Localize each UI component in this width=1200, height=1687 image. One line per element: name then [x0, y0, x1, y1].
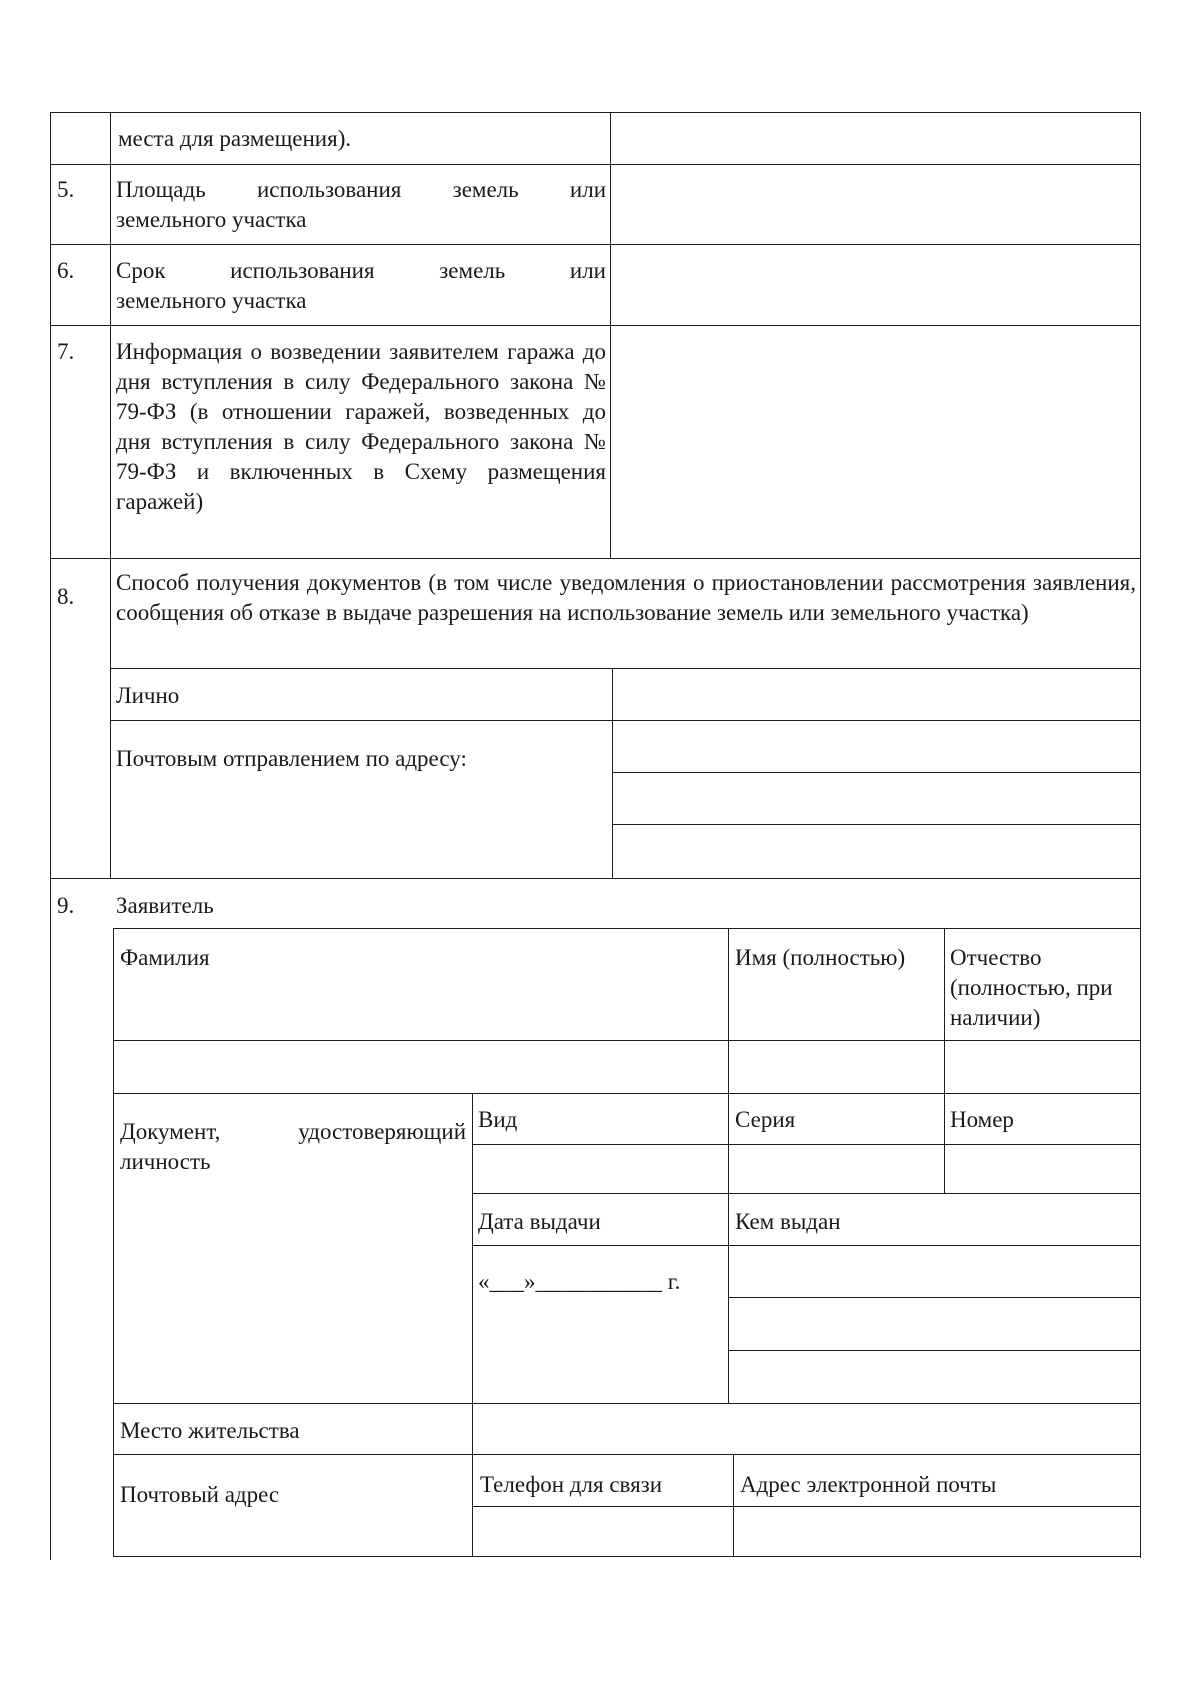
- issued-by-input-1[interactable]: [730, 1247, 1139, 1296]
- name-value-row-top: [113, 1040, 1141, 1041]
- option-mail-label: Почтовым отправлением по адресу:: [116, 746, 467, 771]
- row5-number: 5.: [57, 177, 75, 202]
- residence-input[interactable]: [474, 1405, 1139, 1453]
- row7-number: 7.: [57, 339, 75, 364]
- mail-address-field-3[interactable]: [614, 826, 1139, 877]
- doc-header-divider: [472, 1144, 1141, 1145]
- row-divider: [50, 244, 1141, 245]
- option-personal-label: Лично: [116, 683, 180, 708]
- mail-address-field-2[interactable]: [614, 774, 1139, 823]
- doc-type-label: Вид: [478, 1107, 518, 1132]
- postal-address-label: Почтовый адрес: [120, 1482, 280, 1507]
- issued-by-line: [728, 1297, 1141, 1298]
- issued-by-input-3[interactable]: [730, 1352, 1139, 1402]
- table-left-border: [50, 112, 51, 1560]
- mail-address-field-1[interactable]: [614, 722, 1139, 771]
- applicant-block-left-border: [113, 928, 114, 1556]
- series-label: Серия: [735, 1107, 796, 1132]
- address-line: [612, 824, 1141, 825]
- name-value-row-bottom: [113, 1093, 1141, 1094]
- number-input[interactable]: [946, 1146, 1139, 1192]
- name-input[interactable]: [730, 1042, 943, 1092]
- row-divider: [50, 325, 1141, 326]
- table-top-border: [50, 112, 1141, 113]
- applicant-name-top: [113, 928, 1141, 929]
- row8-number: 8.: [57, 584, 75, 609]
- row-divider: [50, 878, 1141, 879]
- row4-label: места для размещения).: [118, 126, 352, 151]
- row5-label-line2: земельного участка: [116, 207, 307, 232]
- patronymic-label: Отчество (полностью, при наличии): [950, 945, 1113, 1030]
- option-divider: [110, 720, 1141, 721]
- issue-date-field[interactable]: «___»___________ г.: [478, 1269, 681, 1294]
- row8-label: Способ получения документов (в том числе уведомления о приостановлении рассмотрения заявления, сообщения об отказе в выдаче разрешения на использование земель или земельного участка): [116, 570, 1136, 625]
- issued-by-label: Кем выдан: [735, 1209, 841, 1234]
- applicant-block-bottom: [113, 1556, 1141, 1557]
- row6-label-line1: Срок использования земель или: [116, 258, 606, 283]
- doc-type-input[interactable]: [474, 1146, 727, 1192]
- table-right-border: [1140, 112, 1141, 1558]
- email-column-border: [733, 1454, 734, 1556]
- doc-values-bottom: [472, 1193, 1141, 1194]
- applicant-title: Заявитель: [116, 893, 214, 918]
- name-column-border: [728, 928, 729, 1093]
- row5-value-field[interactable]: [612, 166, 1139, 243]
- number-label: Номер: [950, 1107, 1014, 1132]
- surname-label: Фамилия: [120, 945, 210, 970]
- email-label: Адрес электронной почты: [740, 1472, 997, 1497]
- row-divider: [110, 668, 1141, 669]
- option-personal-field[interactable]: [614, 670, 1139, 719]
- issue-header-divider: [472, 1245, 1141, 1246]
- issued-by-line: [728, 1350, 1141, 1351]
- number-column-border-2: [944, 1093, 945, 1193]
- row6-label-line2: земельного участка: [116, 288, 307, 313]
- row5-label-line1: Площадь использования земель или: [116, 177, 606, 202]
- series-column-border: [728, 1093, 729, 1403]
- id-doc-label: Документ, удостоверяющий личность: [120, 1119, 466, 1174]
- patronymic-column-border: [944, 928, 945, 1093]
- row6-value-field[interactable]: [612, 246, 1139, 324]
- name-label: Имя (полностью): [735, 945, 906, 970]
- number-column-border: [110, 112, 111, 878]
- contacts-top: [113, 1454, 1141, 1455]
- residence-top: [113, 1403, 1141, 1404]
- issued-by-input-2[interactable]: [730, 1299, 1139, 1349]
- patronymic-input[interactable]: [946, 1042, 1139, 1092]
- phone-input[interactable]: [474, 1508, 732, 1555]
- option-value-border: [612, 668, 613, 878]
- row-divider: [50, 164, 1141, 165]
- email-input[interactable]: [735, 1508, 1139, 1555]
- residence-label: Место жительства: [120, 1418, 300, 1443]
- id-doc-column-border: [472, 1093, 473, 1556]
- row7-value-field[interactable]: [612, 327, 1139, 557]
- row9-number: 9.: [57, 893, 75, 918]
- value-column-border: [610, 112, 611, 558]
- row-divider: [50, 558, 1141, 559]
- series-input[interactable]: [730, 1146, 943, 1192]
- surname-input[interactable]: [115, 1042, 727, 1092]
- issue-date-label: Дата выдачи: [478, 1209, 601, 1234]
- phone-label: Телефон для связи: [480, 1472, 663, 1497]
- contacts-header-divider: [472, 1506, 1141, 1507]
- row4-value-field[interactable]: [612, 114, 1139, 163]
- row6-number: 6.: [57, 258, 75, 283]
- row7-label: Информация о возведении заявителем гаража до дня вступления в силу Федерального закона № 79-ФЗ (в отношении гаражей, возведенных до дня вступления в силу Федерального закона № 79-ФЗ и включенных в Схему размещения гаражей): [116, 339, 606, 514]
- address-line: [612, 772, 1141, 773]
